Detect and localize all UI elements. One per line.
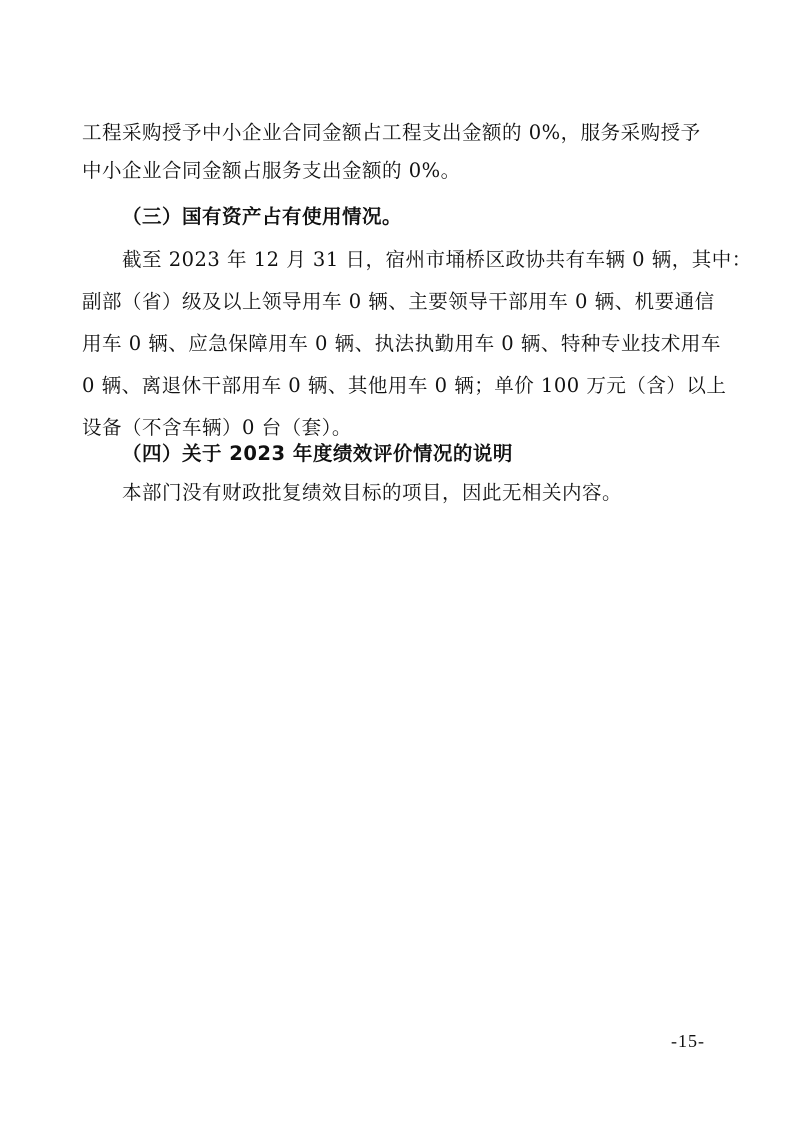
paragraph-line: 设备（不含车辆）0 台（套）。 xyxy=(82,416,352,439)
section-heading-state-assets: （三）国有资产占有使用情况。 xyxy=(122,205,403,228)
page-number: -15- xyxy=(671,1031,705,1051)
paragraph-line: 中小企业合同金额占服务支出金额的 0%。 xyxy=(82,159,461,182)
paragraph-line: 本部门没有财政批复绩效目标的项目，因此无相关内容。 xyxy=(122,481,623,504)
paragraph-line: 截至 2023 年 12 月 31 日，宿州市埇桥区政协共有车辆 0 辆，其中： xyxy=(122,248,752,271)
paragraph-line: 副部（省）级及以上领导用车 0 辆、主要领导干部用车 0 辆、机要通信 xyxy=(82,290,715,313)
paragraph-line: 用车 0 辆、应急保障用车 0 辆、执法执勤用车 0 辆、特种专业技术用车 xyxy=(82,332,721,355)
paragraph-line: 0 辆、离退休干部用车 0 辆、其他用车 0 辆；单价 100 万元（含）以上 xyxy=(82,374,727,397)
section-heading-performance: （四）关于 2023 年度绩效评价情况的说明 xyxy=(122,442,513,465)
paragraph-line: 工程采购授予中小企业合同金额占工程支出金额的 0%，服务采购授予 xyxy=(82,121,701,144)
